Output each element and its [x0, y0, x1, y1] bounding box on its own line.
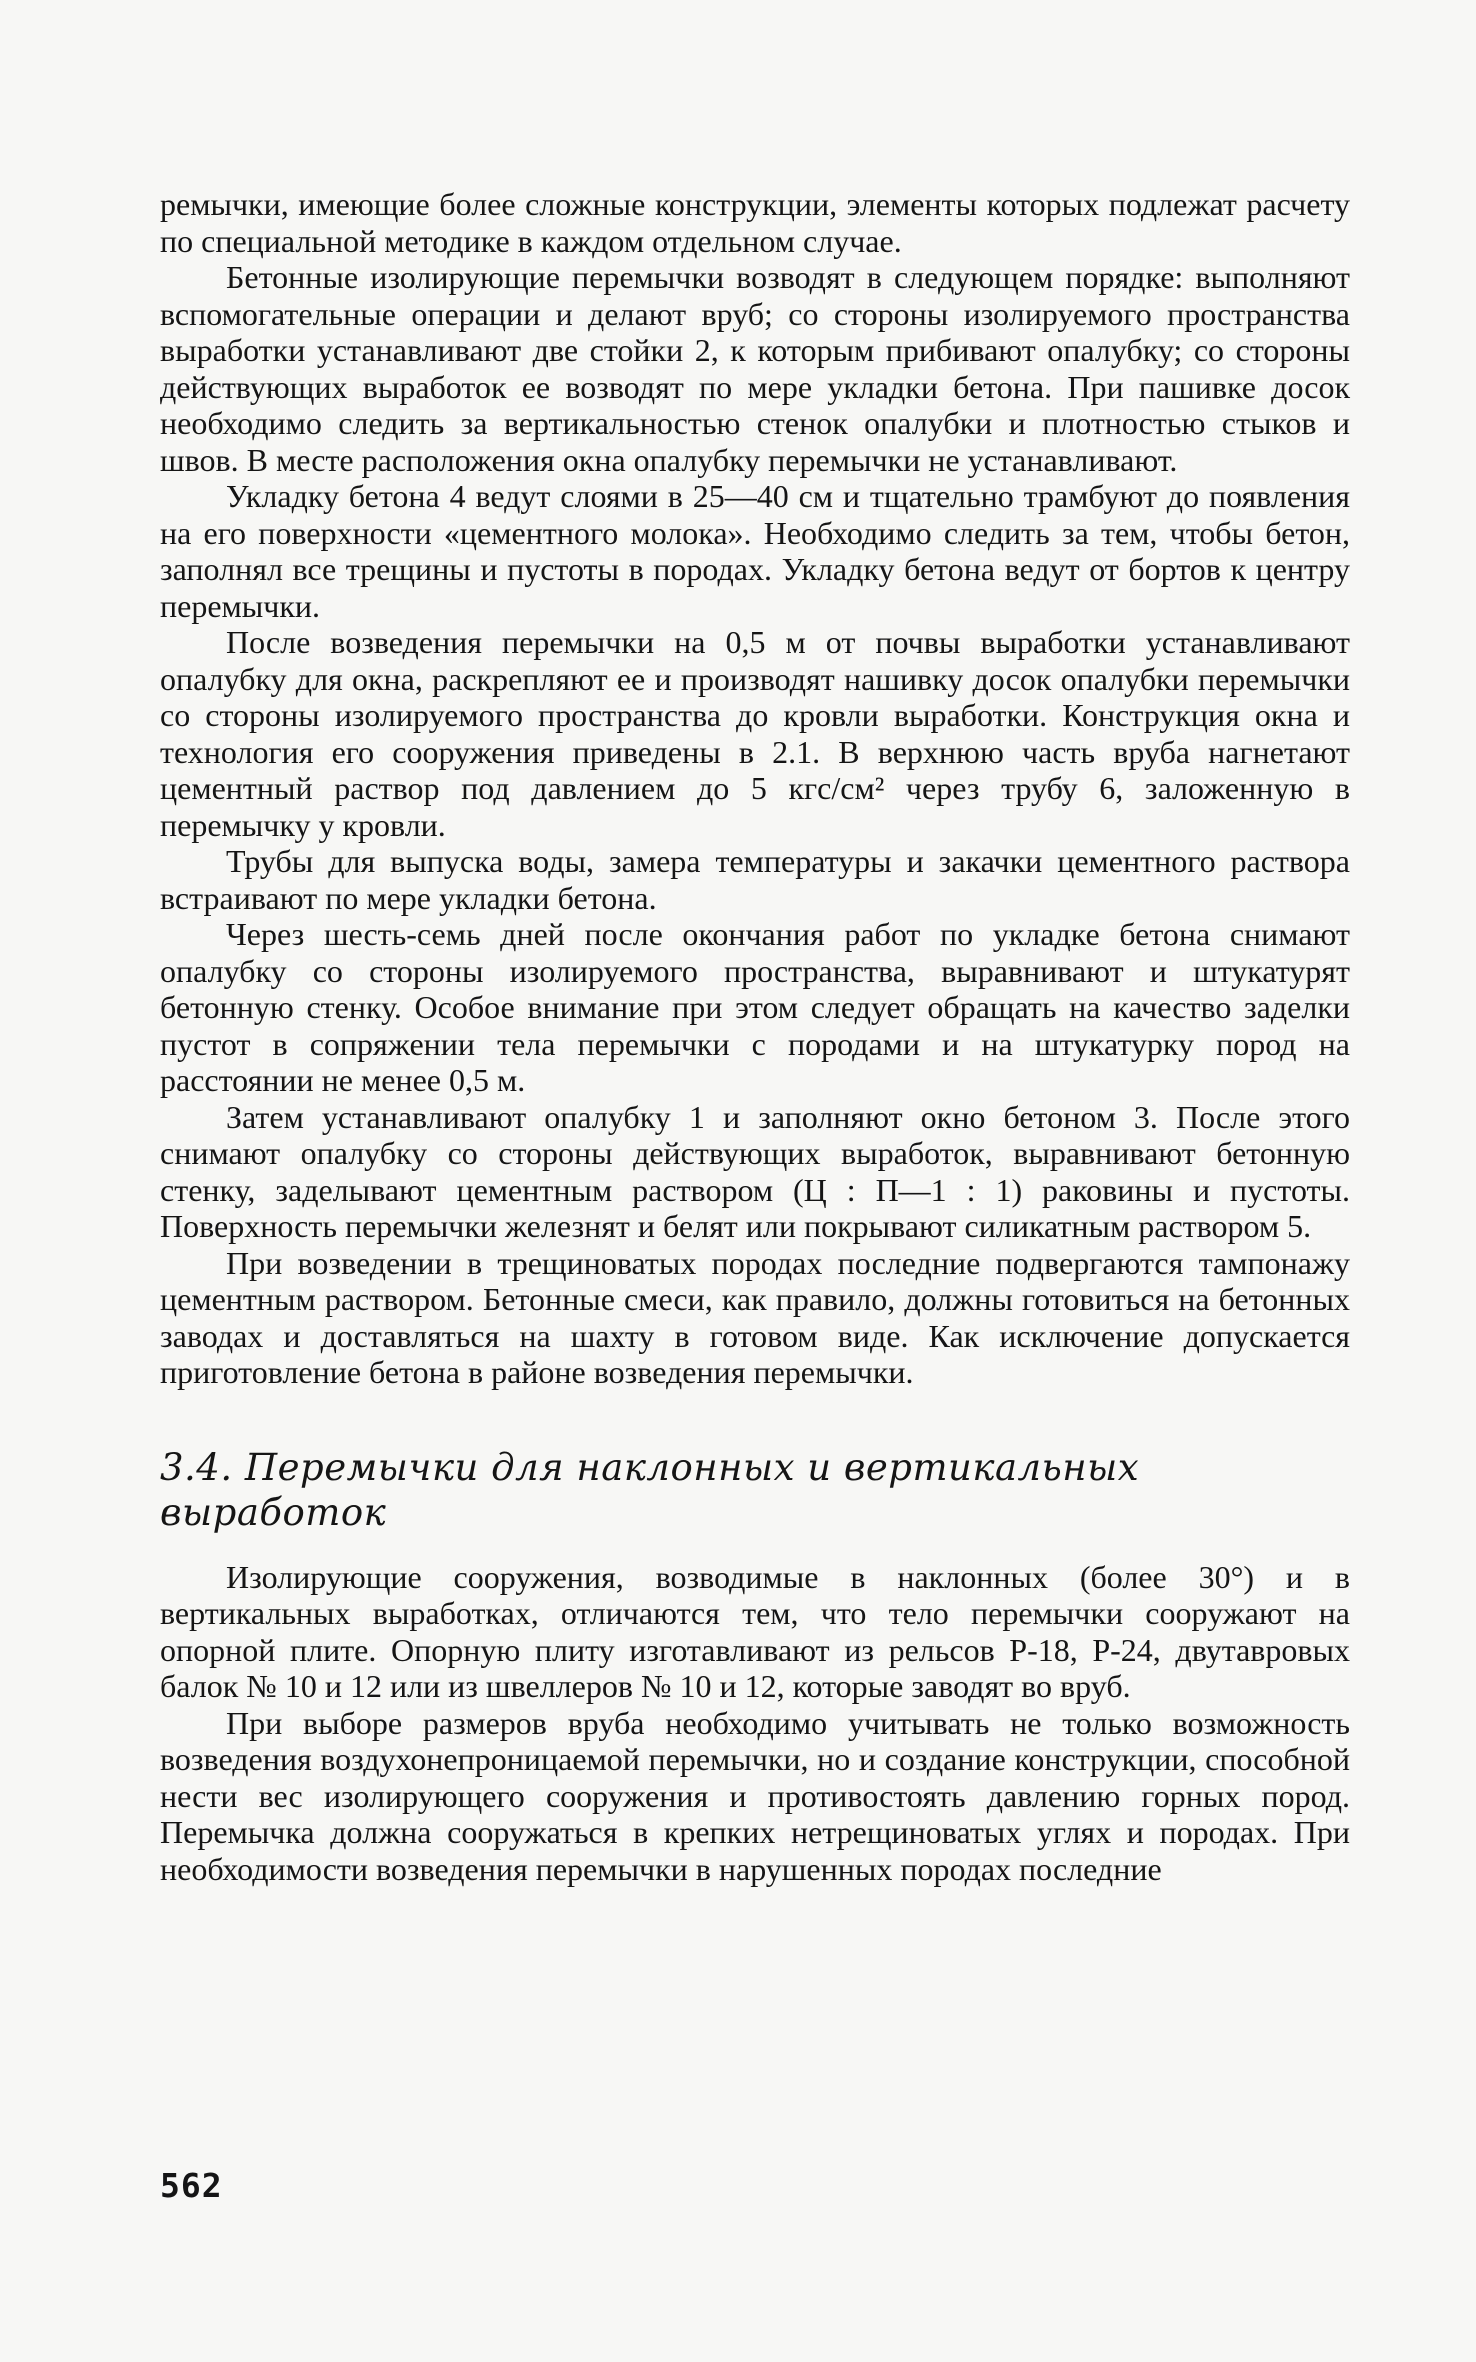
- paragraph: Трубы для выпуска воды, замера температуры и закачки цементного раствора встраивают по мере укладки бетона.: [160, 843, 1350, 916]
- paragraph: При возведении в трещиноватых породах последние подвергаются тампонажу цементным раствором. Бетонные смеси, как правило, должны готовиться на бетонных заводах и доставляться на шахту в готовом виде. Как исключение допускается приготовление бетона в районе возведения перемычки.: [160, 1244, 1350, 1390]
- paragraph: Бетонные изолирующие перемычки возводят в следующем порядке: выполняют вспомогательные операции и делают вруб; со стороны изолируемого пространства выработки устанавливают две стойки 2, к которым прибивают опалубку; со стороны действующих выработок ее возводят по мере укладки бетона. При пашивке досок необходимо следить за вертикальностью стенок опалубки и плотностью стыков и швов. В месте расположения окна опалубку перемычки не устанавливают.: [160, 259, 1350, 478]
- paragraph: После возведения перемычки на 0,5 м от почвы выработки устанавливают опалубку для окна, раскрепляют ее и производят нашивку досок опалубки перемычки со стороны изолируемого пространства до кровли выработки. Конструкция окна и технология его сооружения приведены в 2.1. В верхнюю часть вруба нагнетают цементный раствор под давлением до 5 кгс/см² через трубу 6, заложенную в перемычку у кровли.: [160, 624, 1350, 843]
- paragraph: Укладку бетона 4 ведут слоями в 25—40 см и тщательно трамбуют до появления на его поверхности «цементного молока». Необходимо следить за тем, чтобы бетон, заполнял все трещины и пустоты в породах. Укладку бетона ведут от бортов к центру перемычки.: [160, 478, 1350, 624]
- paragraph: Через шесть-семь дней после окончания работ по укладке бетона снимают опалубку со стороны изолируемого пространства, выравнивают и штукатурят бетонную стенку. Особое внимание при этом следует обращать на качество заделки пустот в сопряжении тела перемычки с породами и на штукатурку пород на расстоянии не менее 0,5 м.: [160, 916, 1350, 1098]
- paragraph: Затем устанавливают опалубку 1 и заполняют окно бетоном 3. После этого снимают опалубку со стороны действующих выработок, выравнивают бетонную стенку, заделывают цементным раствором (Ц : П—1 : 1) раковины и пустоты. Поверхность перемычки железнят и белят или покрывают силикатным раствором 5.: [160, 1098, 1350, 1244]
- paragraph: Изолирующие сооружения, возводимые в наклонных (более 30°) и в вертикальных выработках, отличаются тем, что тело перемычки сооружают на опорной плите. Опорную плиту изготавливают из рельсов Р-18, Р-24, двутавровых балок № 10 и 12 или из швеллеров № 10 и 12, которые заводят во вруб.: [160, 1558, 1350, 1704]
- paragraph: ремычки, имеющие более сложные конструкции, элементы которых подлежат расчету по специальной методике в каждом отдельном случае.: [160, 186, 1350, 259]
- page-number: 562: [160, 2166, 223, 2205]
- paragraph: При выборе размеров вруба необходимо учитывать не только возможность возведения воздухонепроницаемой перемычки, но и создание конструкции, способной нести вес изолирующего сооружения и противостоять давлению горных пород. Перемычка должна сооружаться в крепких нетрещиноватых углях и породах. При необходимости возведения перемычки в нарушенных породах последние: [160, 1704, 1350, 1887]
- section-heading: 3.4. Перемычки для наклонных и вертикальных выработок: [160, 1445, 1140, 1534]
- page-body: [160, 186, 1350, 1887]
